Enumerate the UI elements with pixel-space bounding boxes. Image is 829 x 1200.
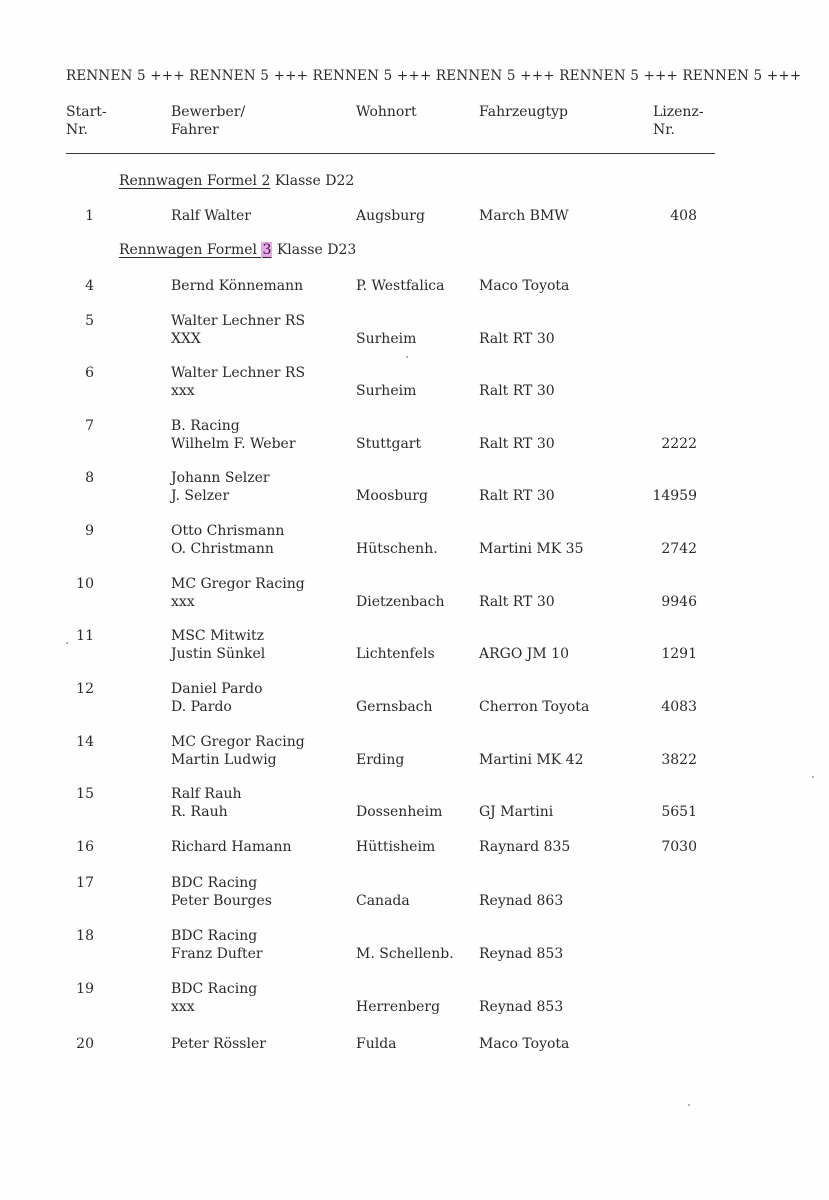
entry-row bbox=[0, 681, 829, 721]
entry-row bbox=[0, 470, 829, 510]
lizenz-nr-cell: 14959 bbox=[652, 488, 697, 504]
entrant-name: BDC Racing bbox=[171, 875, 258, 891]
fahrzeugtyp-cell: Maco Toyota bbox=[479, 278, 570, 294]
start-nr: 6 bbox=[85, 365, 94, 381]
fahrzeugtyp-cell: Ralt RT 30 bbox=[479, 383, 555, 399]
lizenz-nr-cell: 3822 bbox=[661, 752, 697, 768]
header-lizenz-line2: Nr. bbox=[653, 122, 675, 138]
wohnort-cell: Fulda bbox=[356, 1036, 397, 1052]
wohnort-cell: Moosburg bbox=[356, 488, 429, 504]
start-nr: 18 bbox=[76, 928, 94, 944]
fahrzeugtyp-cell: Ralt RT 30 bbox=[479, 488, 555, 504]
lizenz-nr-cell: 7030 bbox=[661, 839, 697, 855]
scan-speck bbox=[66, 642, 68, 644]
wohnort-cell: Stuttgart bbox=[356, 436, 422, 452]
fahrzeugtyp-cell: GJ Martini bbox=[479, 804, 554, 820]
lizenz-nr-cell: 5651 bbox=[661, 804, 697, 820]
entry-row bbox=[0, 313, 829, 353]
entry-row bbox=[0, 839, 829, 879]
driver-name: xxx bbox=[171, 383, 195, 399]
fahrzeugtyp-cell: Cherron Toyota bbox=[479, 699, 590, 715]
driver-name: XXX bbox=[171, 331, 201, 347]
fahrzeugtyp-cell: Reynad 853 bbox=[479, 999, 564, 1015]
fahrzeugtyp-cell: Ralt RT 30 bbox=[479, 436, 555, 452]
entrant-name: MC Gregor Racing bbox=[171, 734, 305, 750]
entry-row bbox=[0, 523, 829, 563]
lizenz-nr-cell: 4083 bbox=[661, 699, 697, 715]
driver-name: xxx bbox=[171, 594, 195, 610]
header-bewerber-line2: Fahrer bbox=[171, 122, 219, 138]
fahrzeugtyp-cell: Ralt RT 30 bbox=[479, 331, 555, 347]
start-nr: 8 bbox=[85, 470, 94, 486]
entrant-name: Ralf Walter bbox=[171, 208, 251, 224]
entry-row bbox=[0, 1036, 829, 1076]
entry-row bbox=[0, 928, 829, 968]
fahrzeugtyp-cell: Martini MK 42 bbox=[479, 752, 584, 768]
entrant-name: Ralf Rauh bbox=[171, 786, 242, 802]
start-nr: 10 bbox=[76, 576, 94, 592]
header-divider bbox=[66, 153, 715, 154]
entry-row bbox=[0, 576, 829, 616]
fahrzeugtyp-cell: Martini MK 35 bbox=[479, 541, 584, 557]
section-formel-2-class: Klasse D22 bbox=[270, 173, 355, 189]
wohnort-cell: Augsburg bbox=[356, 208, 425, 224]
entry-row bbox=[0, 981, 829, 1021]
header-lizenz bbox=[653, 103, 704, 139]
driver-name: O. Christmann bbox=[171, 541, 274, 557]
start-nr: 5 bbox=[85, 313, 94, 329]
entry-row bbox=[0, 208, 829, 248]
driver-name: Peter Bourges bbox=[171, 893, 272, 909]
entrant-name: Richard Hamann bbox=[171, 839, 292, 855]
entrant-name: Johann Selzer bbox=[171, 470, 270, 486]
lizenz-nr-cell: 408 bbox=[670, 208, 697, 224]
header-start-line2: Nr. bbox=[66, 122, 88, 138]
scan-speck bbox=[406, 356, 408, 358]
wohnort-cell: Dietzenbach bbox=[356, 594, 445, 610]
start-nr: 20 bbox=[76, 1036, 94, 1052]
entrant-name: Daniel Pardo bbox=[171, 681, 263, 697]
start-nr: 9 bbox=[85, 523, 94, 539]
header-start-line1: Start- bbox=[66, 104, 107, 120]
lizenz-nr-cell: 2222 bbox=[661, 436, 697, 452]
wohnort-cell: P. Westfalica bbox=[356, 278, 445, 294]
header-bewerber bbox=[171, 103, 245, 139]
section-formel-3-class: Klasse D23 bbox=[272, 242, 357, 258]
entrant-name: BDC Racing bbox=[171, 981, 258, 997]
start-nr: 1 bbox=[85, 208, 94, 224]
start-nr: 16 bbox=[76, 839, 94, 855]
section-formel-3-title: Rennwagen Formel bbox=[119, 242, 262, 258]
start-nr: 7 bbox=[85, 418, 94, 434]
wohnort-cell: Surheim bbox=[356, 383, 417, 399]
wohnort-cell: Herrenberg bbox=[356, 999, 441, 1015]
lizenz-nr-cell: 1291 bbox=[661, 646, 697, 662]
fahrzeugtyp-cell: Ralt RT 30 bbox=[479, 594, 555, 610]
entrant-name: Walter Lechner RS bbox=[171, 365, 306, 381]
entry-row bbox=[0, 734, 829, 774]
highlight-mark: 3 bbox=[262, 242, 272, 258]
header-bewerber-line1: Bewerber/ bbox=[171, 104, 246, 120]
entry-row bbox=[0, 628, 829, 668]
entrant-name: MC Gregor Racing bbox=[171, 576, 305, 592]
entrant-name: B. Racing bbox=[171, 418, 240, 434]
lizenz-nr-cell: 9946 bbox=[661, 594, 697, 610]
entry-row bbox=[0, 875, 829, 915]
driver-name: Wilhelm F. Weber bbox=[171, 436, 296, 452]
driver-name: J. Selzer bbox=[171, 488, 230, 504]
wohnort-cell: Hüttisheim bbox=[356, 839, 436, 855]
wohnort-cell: Lichtenfels bbox=[356, 646, 435, 662]
start-nr: 14 bbox=[76, 734, 94, 750]
race-banner: RENNEN 5 +++ RENNEN 5 +++ RENNEN 5 +++ RENNEN 5 +++ RENNEN 5 +++ RENNEN 5 +++ bbox=[66, 68, 802, 84]
fahrzeugtyp-cell: Maco Toyota bbox=[479, 1036, 570, 1052]
entry-row bbox=[0, 278, 829, 318]
fahrzeugtyp-cell: Reynad 863 bbox=[479, 893, 564, 909]
entry-row bbox=[0, 365, 829, 405]
fahrzeugtyp-cell: ARGO JM 10 bbox=[479, 646, 569, 662]
lizenz-nr-cell: 2742 bbox=[661, 541, 697, 557]
start-nr: 15 bbox=[76, 786, 94, 802]
driver-name: D. Pardo bbox=[171, 699, 232, 715]
scan-speck bbox=[812, 776, 814, 778]
header-start-nr bbox=[66, 103, 107, 139]
driver-name: Franz Dufter bbox=[171, 946, 263, 962]
entry-row bbox=[0, 418, 829, 458]
driver-name: Martin Ludwig bbox=[171, 752, 277, 768]
entrant-name: Bernd Könnemann bbox=[171, 278, 304, 294]
wohnort-cell: Erding bbox=[356, 752, 405, 768]
scan-speck bbox=[688, 1104, 690, 1106]
wohnort-cell: Surheim bbox=[356, 331, 417, 347]
section-formel-2 bbox=[119, 173, 354, 189]
entrant-name: Peter Rössler bbox=[171, 1036, 266, 1052]
wohnort-cell: Hütschenh. bbox=[356, 541, 438, 557]
driver-name: xxx bbox=[171, 999, 195, 1015]
header-fahrzeugtyp: Fahrzeugtyp bbox=[479, 104, 568, 120]
fahrzeugtyp-cell: Reynad 853 bbox=[479, 946, 564, 962]
entrant-name: BDC Racing bbox=[171, 928, 258, 944]
wohnort-cell: Dossenheim bbox=[356, 804, 443, 820]
driver-name: R. Rauh bbox=[171, 804, 228, 820]
header-lizenz-line1: Lizenz- bbox=[653, 104, 704, 120]
start-nr: 19 bbox=[76, 981, 94, 997]
fahrzeugtyp-cell: March BMW bbox=[479, 208, 569, 224]
start-nr: 17 bbox=[76, 875, 94, 891]
wohnort-cell: M. Schellenb. bbox=[356, 946, 454, 962]
start-nr: 11 bbox=[76, 628, 94, 644]
header-wohnort: Wohnort bbox=[356, 104, 417, 120]
start-nr: 12 bbox=[76, 681, 94, 697]
wohnort-cell: Canada bbox=[356, 893, 410, 909]
start-nr: 4 bbox=[85, 278, 94, 294]
driver-name: Justin Sünkel bbox=[171, 646, 266, 662]
entrant-name: MSC Mitwitz bbox=[171, 628, 264, 644]
entrant-name: Otto Chrismann bbox=[171, 523, 285, 539]
entrant-name: Walter Lechner RS bbox=[171, 313, 306, 329]
entry-row bbox=[0, 786, 829, 826]
fahrzeugtyp-cell: Raynard 835 bbox=[479, 839, 571, 855]
wohnort-cell: Gernsbach bbox=[356, 699, 433, 715]
section-formel-2-title: Rennwagen Formel 2 bbox=[119, 173, 271, 189]
